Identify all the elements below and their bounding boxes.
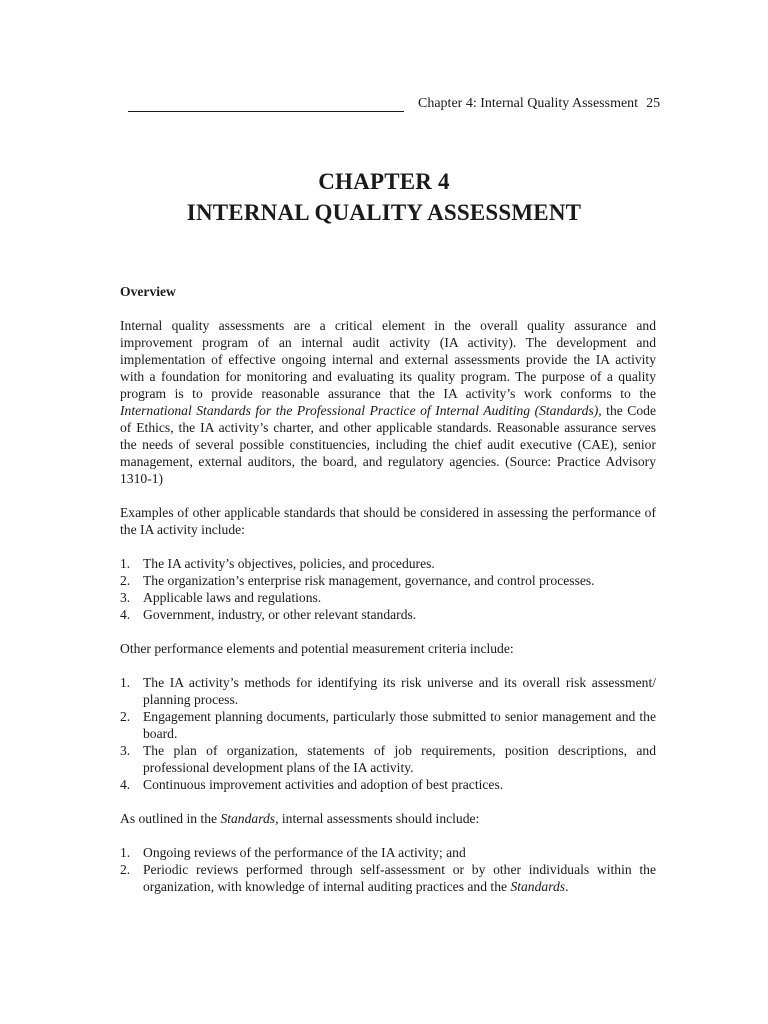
list-text: Engagement planning documents, particularly those submitted to senior management and the board. — [143, 709, 656, 741]
paragraph-intro-text-b: the Code of Ethics, the IA activity’s charter, and other applicable standards. Reasonable assurance serves the needs of several possible constituencies, including the chief audit executive (CAE), senior management, external auditors, the board, and regulatory agencies. (Source: Practice Advisory 1310-1) — [120, 403, 656, 486]
standards-italic: Standards — [220, 811, 276, 826]
list-number: 1. — [120, 845, 131, 860]
list-applicable-standards — [120, 555, 656, 623]
list-number: 1. — [120, 675, 131, 690]
list-performance-elements — [120, 674, 656, 793]
list-text: Applicable laws and regulations. — [143, 590, 322, 605]
list-item — [120, 708, 656, 742]
body-content — [120, 283, 656, 912]
running-header — [128, 96, 661, 112]
list-item — [120, 776, 656, 793]
standards-italic: Standards — [510, 879, 566, 894]
paragraph-internal-assessments — [120, 810, 656, 827]
list-number: 2. — [120, 709, 131, 724]
paragraph-examples: Examples of other applicable standards that should be considered in assessing the performance of the IA activity include: — [120, 505, 656, 537]
list-internal-assessments — [120, 844, 656, 895]
paragraph-text-a: As outlined in the — [120, 811, 221, 826]
header-rule — [128, 100, 404, 112]
list-text: The organization’s enterprise risk management, governance, and control processes. — [143, 573, 595, 588]
list-item — [120, 844, 656, 861]
list-text-a: Periodic reviews performed through self-assessment or by other individuals within the organization, with knowledge of internal auditing practices and the — [143, 862, 656, 894]
running-title: Chapter 4: Internal Quality Assessment — [418, 96, 639, 111]
list-item — [120, 572, 656, 589]
paragraph-performance-elements: Other performance elements and potential measurement criteria include: — [120, 641, 514, 656]
list-item — [120, 861, 656, 895]
chapter-number: CHAPTER 4 — [318, 169, 450, 194]
list-number: 3. — [120, 590, 131, 605]
list-number: 3. — [120, 743, 131, 758]
standards-title-italic: International Standards for the Professional Practice of Internal Auditing (Standards), — [120, 403, 602, 418]
list-text: The IA activity’s methods for identifying its risk universe and its overall risk assessment/ planning process. — [143, 675, 656, 707]
paragraph-intro-text-a: Internal quality assessments are a critical element in the overall quality assurance and improvement program of an internal audit activity (IA activity). The development and implementation of effective ongoing internal and external assessments provide the IA activity with a foundation for monitoring and evaluating its quality program. The purpose of a quality program is to provide reasonable assurance that the IA activity’s work conforms to the — [120, 318, 656, 401]
chapter-title: INTERNAL QUALITY ASSESSMENT — [186, 200, 582, 225]
list-text: The IA activity’s objectives, policies, and procedures. — [143, 556, 435, 571]
list-text-b: . — [565, 879, 569, 894]
list-number: 2. — [120, 862, 131, 877]
list-number: 2. — [120, 573, 131, 588]
list-item — [120, 589, 656, 606]
list-number: 4. — [120, 777, 131, 792]
paragraph-text-b: , internal assessments should include: — [275, 811, 480, 826]
list-item — [120, 742, 656, 776]
list-item — [120, 606, 656, 623]
list-text: Ongoing reviews of the performance of the IA activity; and — [143, 845, 466, 860]
list-text: The plan of organization, statements of job requirements, position descriptions, and professional development plans of the IA activity. — [143, 743, 656, 775]
list-number: 4. — [120, 607, 131, 622]
list-item — [120, 555, 656, 572]
page-number: 25 — [646, 96, 661, 111]
paragraph-intro — [120, 317, 656, 487]
section-heading-overview: Overview — [120, 284, 176, 299]
list-text: Continuous improvement activities and adoption of best practices. — [143, 777, 504, 792]
chapter-heading — [0, 166, 768, 228]
list-item — [120, 674, 656, 708]
list-text: Government, industry, or other relevant standards. — [143, 607, 417, 622]
list-number: 1. — [120, 556, 131, 571]
